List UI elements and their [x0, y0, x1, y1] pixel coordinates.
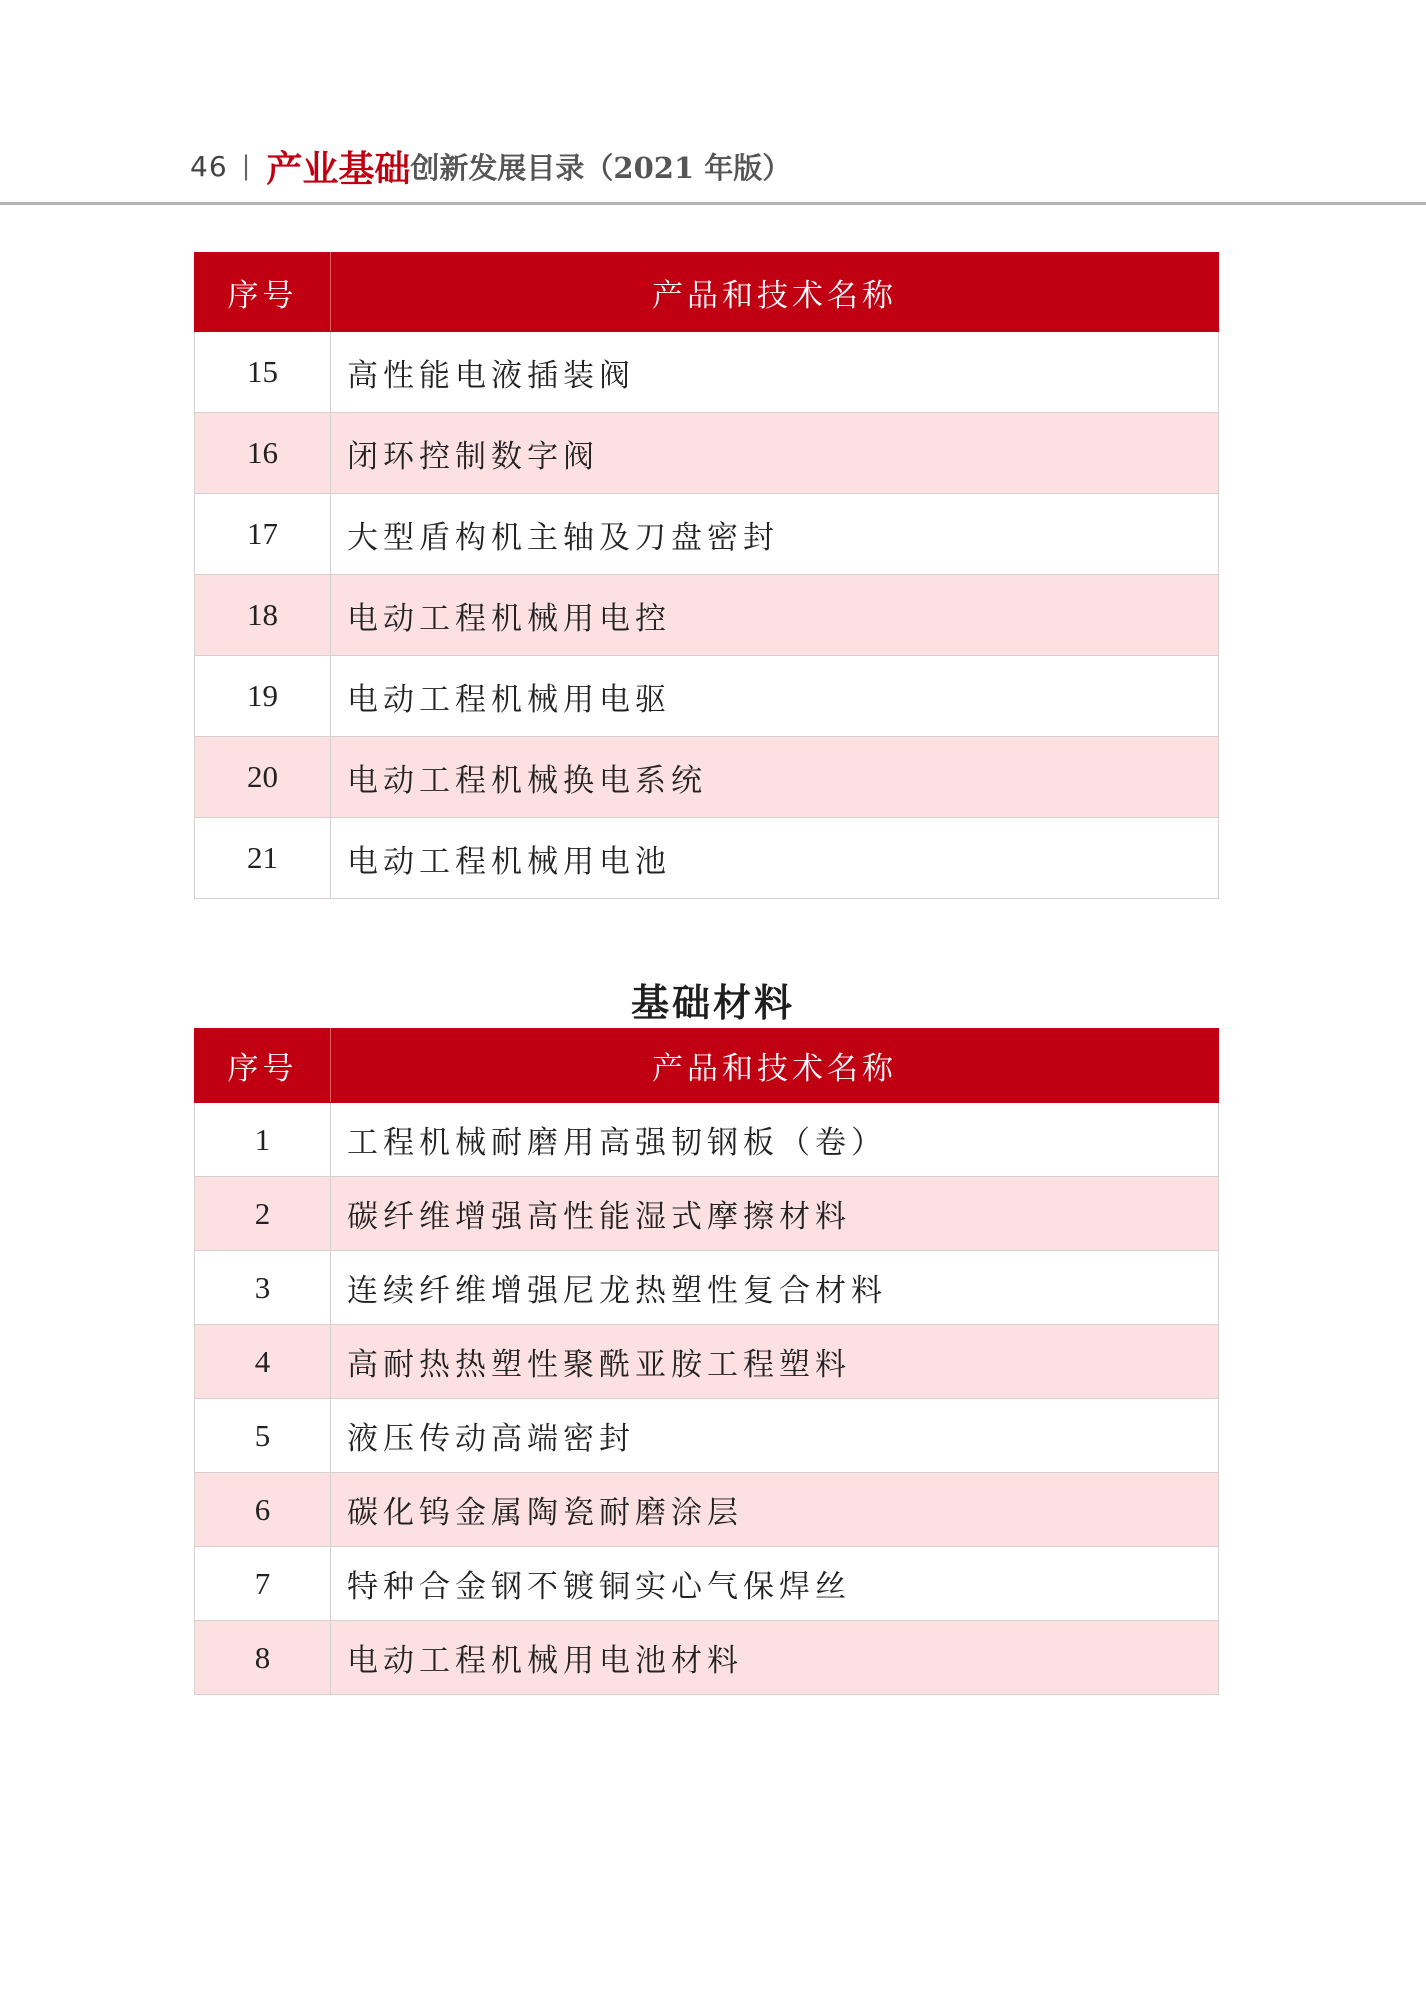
- table-header-row: [195, 253, 1219, 332]
- row-number: 6: [195, 1473, 331, 1547]
- table-row: [195, 1473, 1219, 1547]
- book-title-rest: 创新发展目录（2021 年版）: [410, 150, 792, 185]
- basic-materials-table: [194, 1028, 1219, 1695]
- table-row: [195, 1177, 1219, 1251]
- table-row: [195, 1103, 1219, 1177]
- table-row: [195, 818, 1219, 899]
- table-row: [195, 1399, 1219, 1473]
- row-name: 电动工程机械换电系统: [331, 737, 1219, 818]
- row-number: 21: [195, 818, 331, 899]
- row-number: 5: [195, 1399, 331, 1473]
- table-row: [195, 332, 1219, 413]
- table-row: [195, 575, 1219, 656]
- table-header-row: [195, 1029, 1219, 1103]
- row-number: 15: [195, 332, 331, 413]
- row-name: 液压传动高端密封: [331, 1399, 1219, 1473]
- catalog-table-continued: [194, 252, 1219, 899]
- column-header-number: 序号: [195, 1029, 331, 1103]
- table-row: [195, 656, 1219, 737]
- row-name: 大型盾构机主轴及刀盘密封: [331, 494, 1219, 575]
- table-row: [195, 1325, 1219, 1399]
- row-number: 2: [195, 1177, 331, 1251]
- header-separator: |: [241, 151, 251, 181]
- row-name: 高性能电液插装阀: [331, 332, 1219, 413]
- book-title-emphasis: 产业基础: [266, 147, 411, 190]
- column-header-number: 序号: [195, 253, 331, 332]
- row-name: 碳纤维增强高性能湿式摩擦材料: [331, 1177, 1219, 1251]
- table-row: [195, 494, 1219, 575]
- row-name: 碳化钨金属陶瓷耐磨涂层: [331, 1473, 1219, 1547]
- table-row: [195, 413, 1219, 494]
- row-number: 4: [195, 1325, 331, 1399]
- row-name: 电动工程机械用电控: [331, 575, 1219, 656]
- row-number: 16: [195, 413, 331, 494]
- header-divider: [0, 202, 1426, 205]
- column-header-name: 产品和技术名称: [331, 253, 1219, 332]
- row-number: 18: [195, 575, 331, 656]
- page-number: 46: [190, 149, 228, 183]
- row-name: 电动工程机械用电驱: [331, 656, 1219, 737]
- row-name: 工程机械耐磨用高强韧钢板（卷）: [331, 1103, 1219, 1177]
- row-number: 17: [195, 494, 331, 575]
- row-number: 1: [195, 1103, 331, 1177]
- table-row: [195, 1251, 1219, 1325]
- table-row: [195, 1621, 1219, 1695]
- row-name: 高耐热热塑性聚酰亚胺工程塑料: [331, 1325, 1219, 1399]
- running-header: [190, 140, 791, 192]
- row-name: 电动工程机械用电池: [331, 818, 1219, 899]
- row-number: 19: [195, 656, 331, 737]
- row-number: 20: [195, 737, 331, 818]
- row-name: 电动工程机械用电池材料: [331, 1621, 1219, 1695]
- row-name: 特种合金钢不镀铜实心气保焊丝: [331, 1547, 1219, 1621]
- row-number: 7: [195, 1547, 331, 1621]
- row-name: 连续纤维增强尼龙热塑性复合材料: [331, 1251, 1219, 1325]
- row-number: 3: [195, 1251, 331, 1325]
- section-title-basic-materials: 基础材料: [630, 980, 795, 1025]
- row-name: 闭环控制数字阀: [331, 413, 1219, 494]
- table-row: [195, 1547, 1219, 1621]
- row-number: 8: [195, 1621, 331, 1695]
- table-row: [195, 737, 1219, 818]
- column-header-name: 产品和技术名称: [331, 1029, 1219, 1103]
